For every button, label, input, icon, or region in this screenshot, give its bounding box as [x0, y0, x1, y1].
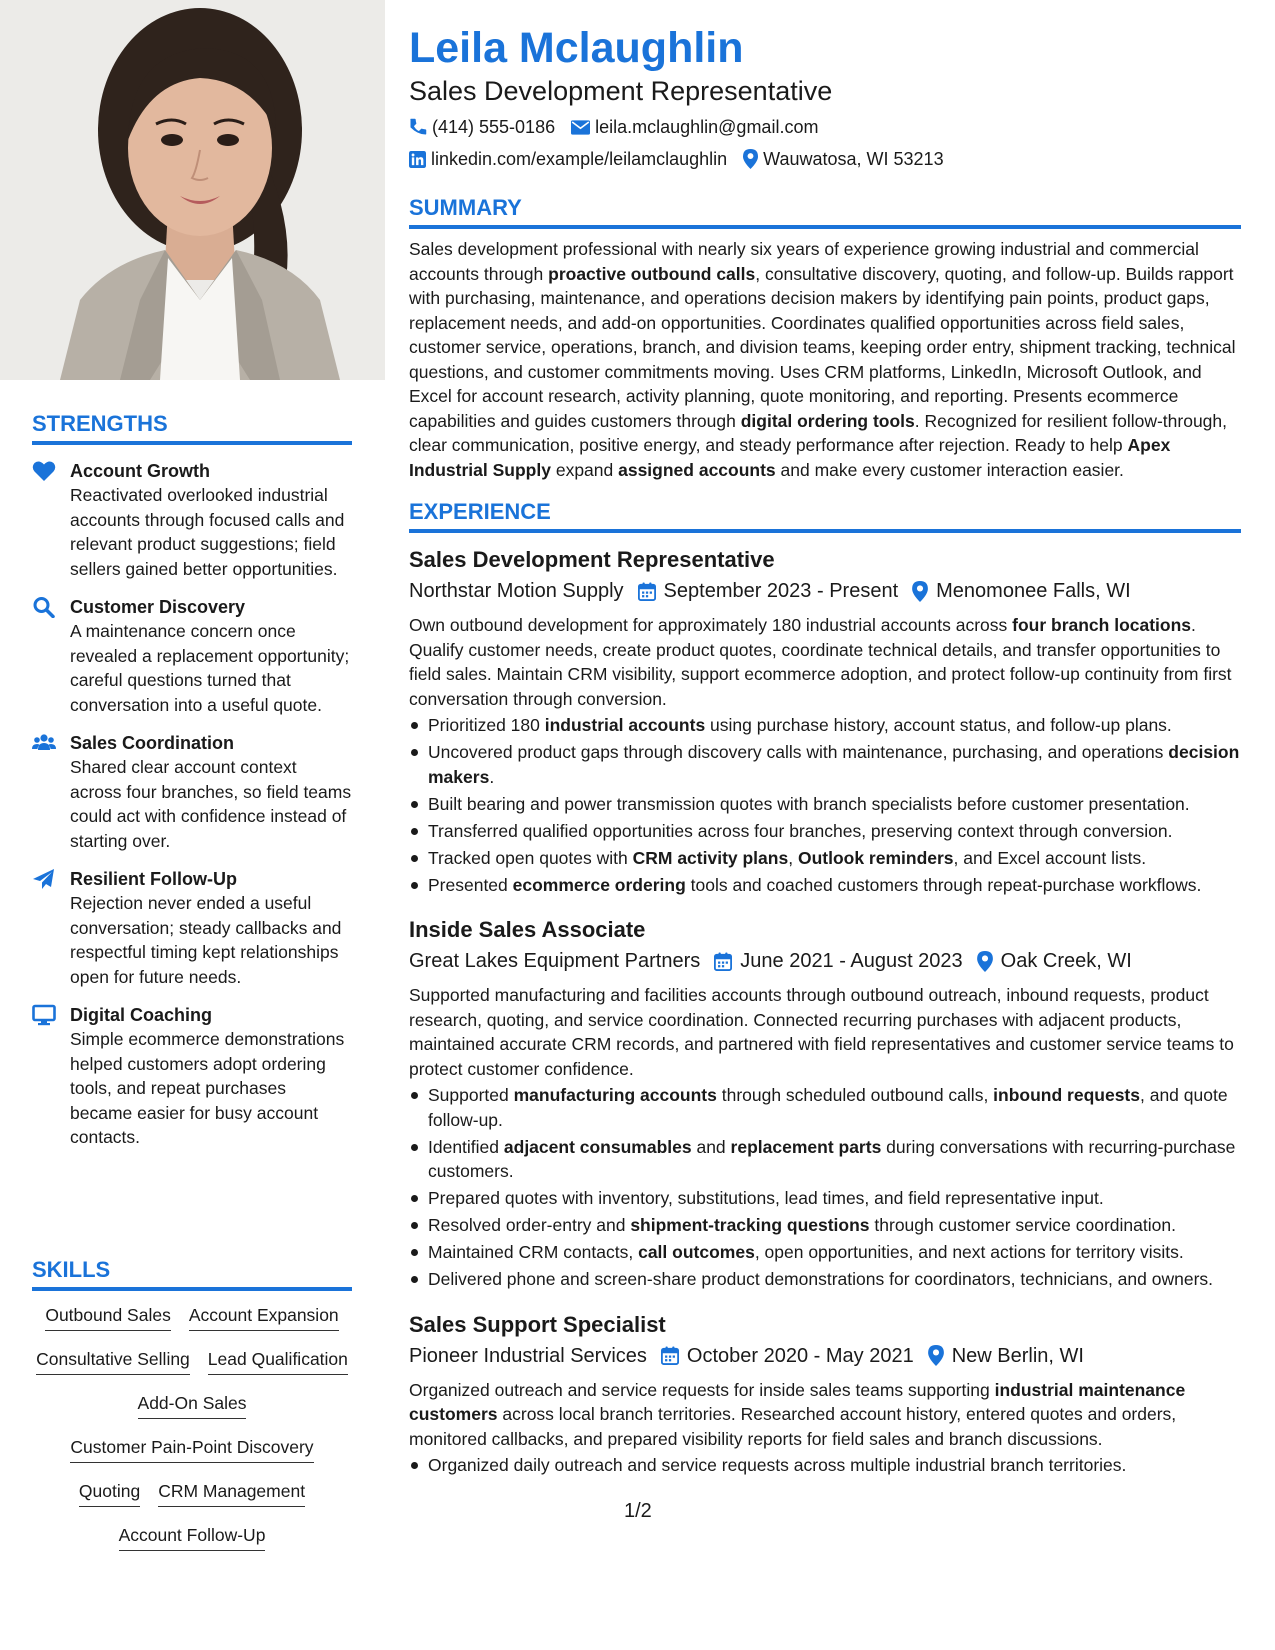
bold-text: Outlook reminders — [797, 847, 954, 868]
bold-text: adjacent consumables — [503, 1136, 692, 1157]
location-text: New Berlin, WI — [951, 1344, 1084, 1367]
job-list — [409, 545, 1241, 1478]
strengths-list — [32, 459, 352, 1150]
text-segment: Sales development professional with nearly six years of experience growing industrial and commercial accounts through — [409, 239, 1199, 284]
job-title: Sales Development Representative — [409, 547, 775, 572]
bullet-item — [409, 792, 1241, 817]
text-segment: , open opportunities, and next actions for territory visits. — [754, 1242, 1184, 1262]
bullet-item — [409, 1453, 1241, 1478]
company-text: Pioneer Industrial Services — [409, 1344, 647, 1367]
bold-text: industrial maintenance customers — [409, 1379, 1186, 1424]
job-entry — [409, 915, 1241, 1292]
text-segment: . Qualify customer needs, create product quotes, coordinate technical details, and transfer opportunities to field sales. Maintain CRM visibility, support ecommerce adoption, and protect follow-up continuity from first conversation through conversion. — [409, 615, 1232, 709]
candidate-role: Sales Development Representative — [409, 76, 833, 106]
skill-tag: Add-On Sales — [138, 1391, 247, 1419]
text-segment: Organized daily outreach and service requests across multiple industrial branch territories. — [428, 1455, 1127, 1475]
text-segment: through customer service coordination. — [869, 1215, 1176, 1235]
job-dates — [638, 577, 899, 605]
linkedin-icon — [409, 151, 426, 168]
phone-contact — [409, 114, 555, 140]
bold-text: manufacturing accounts — [513, 1085, 717, 1105]
text-segment: Built bearing and power transmission quotes with branch specialists before customer presentation. — [428, 793, 1190, 814]
users-icon — [32, 732, 56, 754]
skill-tag: CRM Management — [158, 1479, 305, 1507]
job-summary — [409, 983, 1241, 1081]
email-contact[interactable] — [571, 114, 818, 140]
job-entry — [409, 1310, 1241, 1478]
bold-text: four branch locations — [1012, 615, 1192, 635]
map-pin-icon — [928, 1345, 944, 1366]
text-segment: Prepared quotes with inventory, substitutions, lead times, and field representative input. — [428, 1188, 1104, 1208]
company-name — [409, 577, 624, 605]
left-column — [32, 410, 352, 1164]
contact-line-2 — [409, 146, 1241, 172]
job-location — [977, 947, 1132, 975]
strength-description: Reactivated overlooked industrial accounts through focused calls and relevant product suggestions; field sellers gained better opportunities. — [70, 485, 345, 579]
bullet-item — [409, 1240, 1241, 1265]
bullet-item — [409, 713, 1241, 738]
text-segment: Tracked open quotes with — [428, 847, 633, 868]
text-segment: and make every customer interaction easier. — [775, 459, 1124, 480]
linkedin-contact[interactable] — [409, 146, 727, 172]
text-segment: across local branch territories. Researched account history, entered quotes and orders, monitored callbacks, and prepared visibility reports for field sales and branch discussions. — [409, 1404, 1177, 1449]
bold-text: Apex Industrial Supply — [409, 435, 1171, 480]
strength-item — [32, 867, 352, 989]
bold-text: shipment-tracking questions — [630, 1215, 870, 1235]
bold-text: ecommerce ordering — [512, 874, 686, 895]
text-segment: Identified — [428, 1136, 504, 1157]
job-bullets — [409, 1083, 1241, 1292]
skill-tag: Account Expansion — [189, 1303, 339, 1331]
bullet-item — [409, 740, 1241, 789]
page-number: 1/2 — [624, 1500, 652, 1522]
text-segment: using purchase history, account status, and follow-up plans. — [705, 715, 1172, 735]
bold-text: CRM activity plans — [632, 847, 789, 868]
job-title: Inside Sales Associate — [409, 917, 646, 942]
strength-title: Resilient Follow-Up — [70, 869, 238, 889]
text-segment: Presented — [428, 874, 513, 895]
strength-title: Account Growth — [70, 461, 210, 481]
map-pin-icon — [977, 951, 993, 972]
strength-item — [32, 459, 352, 581]
text-segment: . — [489, 766, 495, 787]
bold-text: industrial accounts — [544, 715, 706, 735]
skill-tag: Customer Pain-Point Discovery — [70, 1435, 313, 1463]
dates-text: June 2021 - August 2023 — [740, 950, 963, 972]
location-text: Oak Creek, WI — [1000, 950, 1132, 972]
job-bullets — [409, 1453, 1241, 1478]
strength-item — [32, 731, 352, 853]
bullet-item — [409, 1213, 1241, 1238]
skills-heading: SKILLS — [32, 1256, 352, 1291]
job-dates — [714, 947, 962, 975]
text-segment: Prioritized 180 — [428, 715, 545, 735]
portrait-illustration — [0, 0, 385, 380]
company-text: Northstar Motion Supply — [409, 580, 624, 602]
job-location — [912, 577, 1131, 605]
map-pin-icon — [743, 149, 758, 169]
job-bullets — [409, 713, 1241, 897]
bullet-item — [409, 1083, 1241, 1132]
contact-line-1 — [409, 114, 1241, 140]
profile-photo — [0, 0, 385, 380]
bullet-item — [409, 1186, 1241, 1211]
text-segment: Supported — [428, 1085, 514, 1105]
right-column — [409, 22, 1241, 1480]
location-text: Wauwatosa, WI 53213 — [763, 149, 944, 169]
summary-section — [409, 194, 1241, 482]
bullet-item — [409, 1267, 1241, 1292]
skill-tag: Account Follow-Up — [119, 1523, 266, 1551]
bold-text: proactive outbound calls — [548, 263, 756, 284]
phone-icon — [409, 118, 427, 136]
summary-heading: SUMMARY — [409, 194, 1241, 229]
linkedin-text: linkedin.com/example/leilamclaughlin — [431, 149, 728, 169]
monitor-icon — [32, 1004, 56, 1026]
text-segment: Own outbound development for approximately 180 industrial accounts across — [409, 615, 1013, 635]
bold-text: call outcomes — [638, 1242, 755, 1262]
skill-tag: Quoting — [79, 1479, 140, 1507]
strength-description: Simple ecommerce demonstrations helped customers adopt ordering tools, and repeat purchases became easier for busy account contacts. — [70, 1029, 345, 1147]
bold-text: inbound requests — [993, 1085, 1140, 1105]
text-segment: . Recognized for resilient follow-through, clear communication, positive energy, and steady performance after rejection. Ready to help — [409, 410, 1228, 455]
bullet-item — [409, 873, 1241, 898]
location-text: Menomonee Falls, WI — [936, 580, 1131, 602]
job-summary — [409, 613, 1241, 711]
company-name — [409, 947, 700, 975]
candidate-name: Leila Mclaughlin — [409, 24, 744, 72]
text-segment: Delivered phone and screen-share product demonstrations for coordinators, technicians, and owners. — [428, 1269, 1214, 1289]
calendar-icon — [638, 582, 656, 601]
company-name — [409, 1342, 647, 1370]
text-segment: Maintained CRM contacts, — [428, 1242, 639, 1262]
text-segment: Resolved order-entry and — [428, 1215, 631, 1235]
strength-description: A maintenance concern once revealed a replacement opportunity; careful questions turned that conversation into a useful quote. — [70, 621, 350, 715]
experience-section — [409, 498, 1241, 1478]
skills-section — [32, 1256, 352, 1551]
skill-tag: Consultative Selling — [36, 1347, 190, 1375]
text-segment: and — [691, 1136, 731, 1157]
text-segment: during conversations with recurring-purchase customers. — [428, 1136, 1236, 1181]
text-segment: , and Excel account lists. — [953, 847, 1147, 868]
search-icon — [32, 596, 56, 618]
calendar-icon — [714, 952, 732, 971]
skill-tag: Lead Qualification — [208, 1347, 348, 1375]
job-entry — [409, 545, 1241, 897]
text-segment: Supported manufacturing and facilities accounts through outbound outreach, inbound requests, product research, quoting, and service coordination. Connected recurring purchases with adjacent products, maintained accurate CRM records, and partnered with field representatives and customer service teams to protect customer confidence. — [409, 985, 1234, 1079]
bullet-item — [409, 846, 1241, 871]
job-dates — [661, 1342, 914, 1370]
job-meta — [409, 1342, 1241, 1370]
bold-text: digital ordering tools — [740, 410, 915, 431]
text-segment: Organized outreach and service requests for inside sales teams supporting — [409, 1379, 995, 1400]
job-summary — [409, 1378, 1241, 1452]
company-text: Great Lakes Equipment Partners — [409, 950, 701, 972]
envelope-icon — [571, 120, 590, 135]
bold-text: decision makers — [428, 742, 1240, 787]
bold-text: replacement parts — [730, 1136, 882, 1157]
text-segment: expand — [550, 459, 619, 480]
bullet-item — [409, 819, 1241, 844]
experience-heading: EXPERIENCE — [409, 498, 1241, 533]
paper-plane-icon — [32, 868, 56, 890]
text-segment: , and quote follow-up. — [428, 1085, 1228, 1130]
job-meta — [409, 577, 1241, 605]
strength-description: Shared clear account context across four branches, so field teams could act with confidence instead of starting over. — [70, 757, 352, 851]
text-segment: , — [788, 847, 798, 868]
strength-description: Rejection never ended a useful conversation; steady callbacks and respectful timing kept relationships open for future needs. — [70, 893, 342, 987]
text-segment: through scheduled outbound calls, — [716, 1085, 994, 1105]
text-segment: Uncovered product gaps through discovery calls with maintenance, purchasing, and operations — [428, 742, 1169, 762]
map-pin-icon — [912, 581, 928, 602]
bullet-item — [409, 1135, 1241, 1184]
strengths-heading: STRENGTHS — [32, 410, 352, 445]
dates-text: September 2023 - Present — [663, 580, 899, 602]
bold-text: assigned accounts — [618, 459, 776, 480]
text-segment: tools and coached customers through repeat-purchase workflows. — [685, 874, 1202, 895]
job-title: Sales Support Specialist — [409, 1311, 666, 1337]
skills-list — [32, 1303, 352, 1551]
text-segment: , consultative discovery, quoting, and follow-up. Builds rapport with purchasing, maintenance, and operations decision makers by identifying pain points, product gaps, replacement needs, and add-on opportunities. Coordinates qualified opportunities across field sales, customer service, operations, branch, and division teams, keeping order entry, shipment tracking, technical questions, and customer commitments moving. Uses CRM platforms, LinkedIn, Microsoft Outlook, and Excel for account research, activity planning, quote monitoring, and reporting. Presents ecommerce capabilities and guides customers through — [409, 263, 1236, 431]
dates-text: October 2020 - May 2021 — [686, 1344, 914, 1367]
job-meta — [409, 947, 1241, 975]
location-contact — [743, 146, 943, 172]
heart-icon — [32, 460, 56, 482]
phone-text: (414) 555-0186 — [432, 117, 556, 137]
strength-item — [32, 1003, 352, 1150]
job-location — [928, 1342, 1084, 1370]
email-text: leila.mclaughlin@gmail.com — [595, 117, 819, 137]
summary-text — [409, 237, 1241, 482]
text-segment: Transferred qualified opportunities across four branches, preserving context through conversion. — [428, 820, 1173, 841]
skill-tag: Outbound Sales — [45, 1303, 171, 1331]
calendar-icon — [661, 1346, 679, 1365]
strength-title: Sales Coordination — [70, 733, 235, 753]
strength-title: Digital Coaching — [70, 1005, 213, 1025]
strength-item — [32, 595, 352, 717]
strength-title: Customer Discovery — [70, 597, 246, 617]
